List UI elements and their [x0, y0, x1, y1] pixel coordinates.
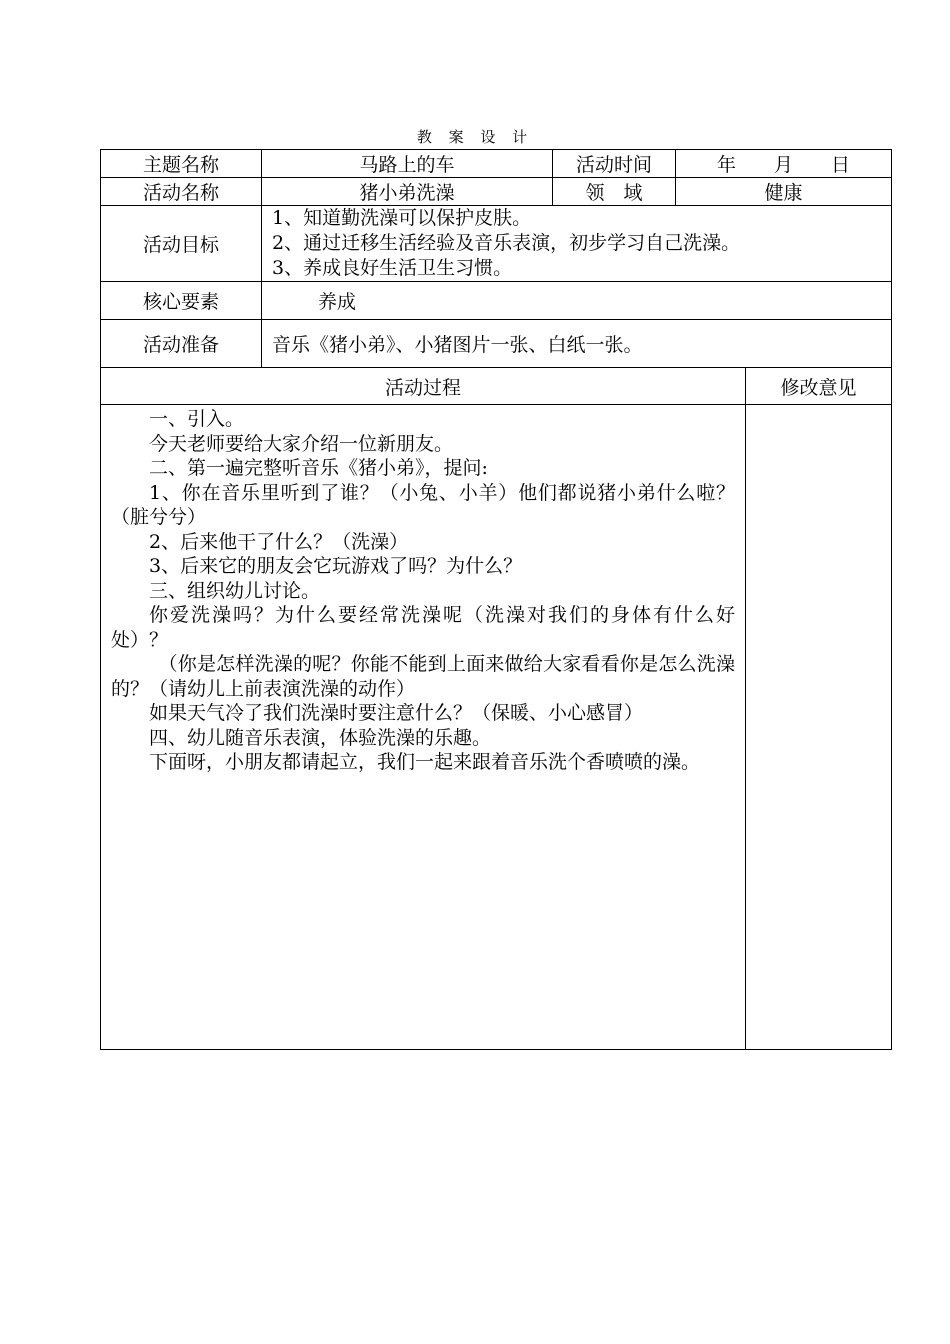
process-paragraph: 四、幼儿随音乐表演，体验洗澡的乐趣。: [149, 726, 492, 749]
process-paragraph: 三、组织幼儿讨论。: [149, 579, 321, 602]
page-title: 教 案 设 计: [416, 128, 534, 146]
activity-value: 猪小弟洗澡: [262, 178, 553, 206]
row-prep: [101, 320, 892, 368]
prep-value: 音乐《猪小弟》、小猪图片一张、白纸一张。: [262, 320, 892, 368]
row-process-body: [101, 405, 892, 1050]
core-label: 核心要素: [101, 282, 262, 320]
process-paragraph: 下面呀，小朋友都请起立，我们一起来跟着音乐洗个香喷喷的澡。: [149, 751, 701, 773]
row-goals: [101, 206, 892, 282]
process-paragraph: 你爱洗澡吗？为什么要经常洗澡呢（洗澡对我们的身体有什么好处）？: [111, 604, 735, 651]
goals-list: [262, 206, 892, 282]
activity-label: 活动名称: [101, 178, 262, 206]
revise-content: [746, 405, 892, 1050]
process-paragraph: 如果天气冷了我们洗澡时要注意什么？（保暖、小心感冒）: [149, 702, 644, 724]
time-value: 年 月 日: [676, 150, 892, 178]
prep-label: 活动准备: [101, 320, 262, 368]
process-paragraph: 今天老师要给大家介绍一位新朋友。: [149, 432, 454, 455]
process-paragraph: 二、第一遍完整听音乐《猪小弟》，提问:: [149, 457, 488, 479]
domain-value: 健康: [676, 178, 892, 206]
process-paragraph: （你是怎样洗澡的呢？你能不能到上面来做给大家看看你是怎么洗澡的？（请幼儿上前表演洗澡的动作）: [111, 653, 735, 700]
goal-item: 1、知道勤洗澡可以保护皮肤。: [272, 207, 532, 229]
row-activity: [101, 178, 892, 206]
process-label: 活动过程: [101, 368, 746, 405]
process-paragraph: 1、你在音乐里听到了谁？（小兔、小羊）他们都说猪小弟什么啦？（脏兮兮）: [111, 481, 735, 528]
core-value: 养成: [262, 282, 892, 320]
revise-label: 修改意见: [746, 368, 892, 405]
row-theme: [101, 150, 892, 178]
row-core: [101, 282, 892, 320]
domain-label: 领 域: [553, 178, 676, 206]
goal-item: 3、养成良好生活卫生习惯。: [272, 257, 513, 279]
theme-value: 马路上的车: [262, 150, 553, 178]
time-label: 活动时间: [553, 150, 676, 178]
process-content: [101, 405, 746, 1050]
goals-label: 活动目标: [101, 206, 262, 282]
theme-label: 主题名称: [101, 150, 262, 178]
process-paragraph: 一、引入。: [149, 408, 245, 430]
lesson-plan-table: [100, 149, 892, 1050]
row-process-header: [101, 368, 892, 405]
goal-item: 2、通过迁移生活经验及音乐表演，初步学习自己洗澡。: [272, 232, 741, 254]
process-paragraph: 2、后来他干了什么？（洗澡）: [149, 530, 409, 553]
process-paragraph: 3、后来它的朋友会它玩游戏了吗？为什么？: [149, 555, 523, 577]
